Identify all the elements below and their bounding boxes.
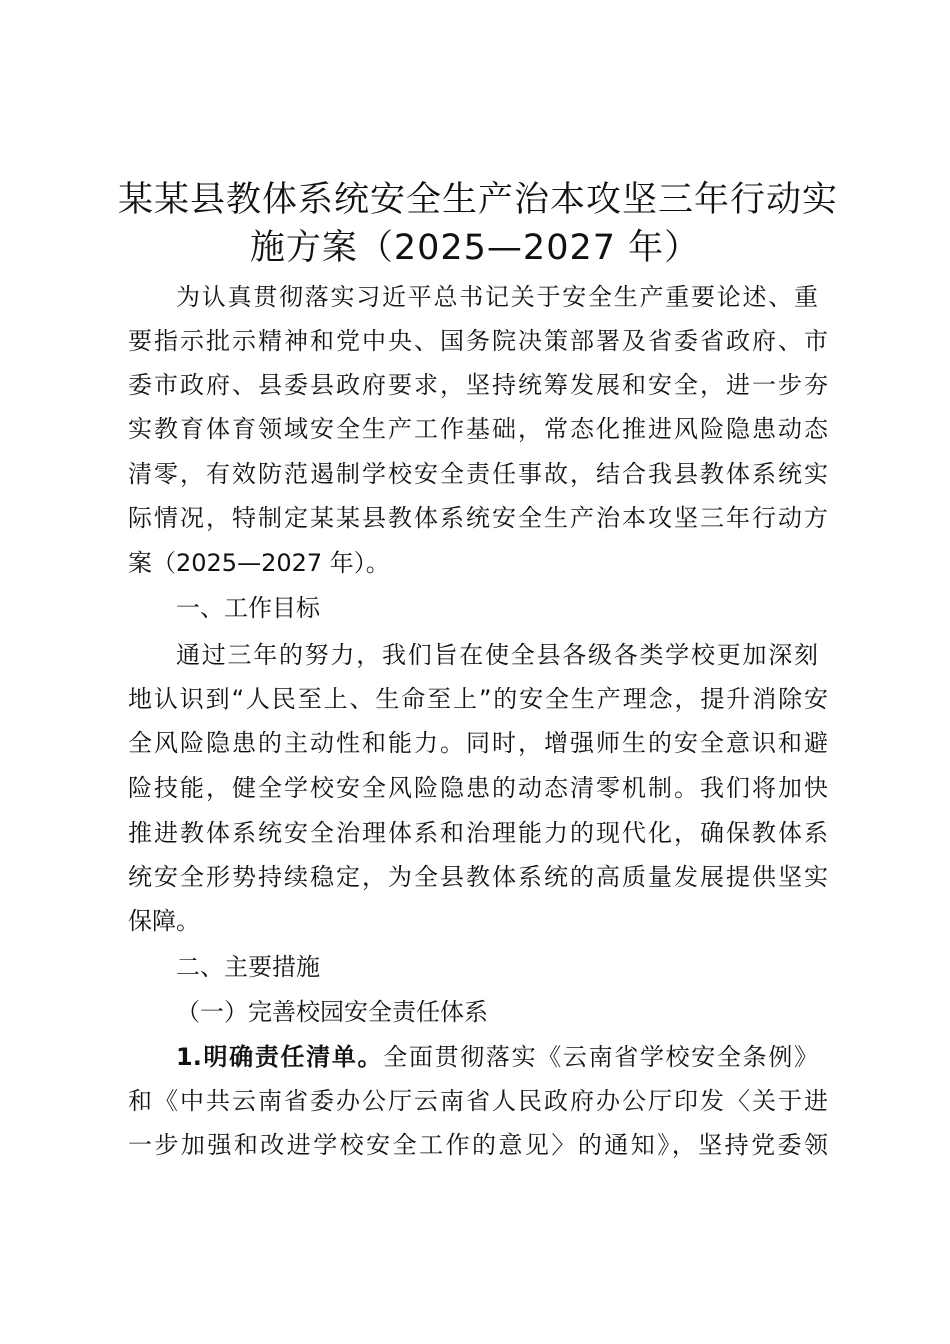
document-title-line-2: 施方案（2025—2027 年）	[249, 228, 701, 268]
goals-line-6: 统安全形势持续稳定，为全县教体系统的高质量发展提供坚实	[128, 863, 828, 891]
goals-line-3: 全风险隐患的主动性和能力。同时，增强师生的安全意识和避	[128, 729, 828, 757]
goals-line-7: 保障。	[128, 907, 200, 935]
goals-line-2: 地认识到“人民至上、生命至上”的安全生产理念，提升消除安	[128, 685, 828, 713]
goals-line-5: 推进教体系统安全治理体系和治理能力的现代化，确保教体系	[128, 819, 828, 847]
section-heading-goals: 一、工作目标	[176, 594, 320, 622]
goals-line-1: 通过三年的努力，我们旨在使全县各级各类学校更加深刻	[176, 641, 818, 669]
intro-line-3: 委市政府、县委县政府要求，坚持统筹发展和安全，进一步夯	[128, 371, 828, 399]
intro-line-7: 案（2025—2027 年）。	[128, 549, 390, 577]
subsection-heading-responsibility: （一）完善校园安全责任体系	[176, 998, 488, 1026]
section-heading-measures: 二、主要措施	[176, 953, 320, 981]
intro-line-6: 际情况，特制定某某县教体系统安全生产治本攻坚三年行动方	[128, 504, 828, 532]
intro-line-5: 清零，有效防范遏制学校安全责任事故，结合我县教体系统实	[128, 460, 828, 488]
intro-line-2: 要指示批示精神和党中央、国务院决策部署及省委省政府、市	[128, 327, 828, 355]
item-1-line-1	[176, 1039, 818, 1075]
item-1-text: 全面贯彻落实《云南省学校安全条例》	[383, 1043, 818, 1071]
goals-line-4: 险技能，健全学校安全风险隐患的动态清零机制。我们将加快	[128, 774, 828, 802]
item-1-label: 1.明确责任清单。	[176, 1043, 384, 1071]
item-1-line-3: 一步加强和改进学校安全工作的意见〉的通知》，坚持党委领	[128, 1131, 828, 1159]
item-1-line-2: 和《中共云南省委办公厅云南省人民政府办公厅印发〈关于进	[128, 1087, 828, 1115]
document-title-line-1: 某某县教体系统安全生产治本攻坚三年行动实	[118, 180, 839, 220]
intro-line-1: 为认真贯彻落实习近平总书记关于安全生产重要论述、重	[176, 283, 818, 311]
intro-line-4: 实教育体育领域安全生产工作基础，常态化推进风险隐患动态	[128, 415, 828, 443]
